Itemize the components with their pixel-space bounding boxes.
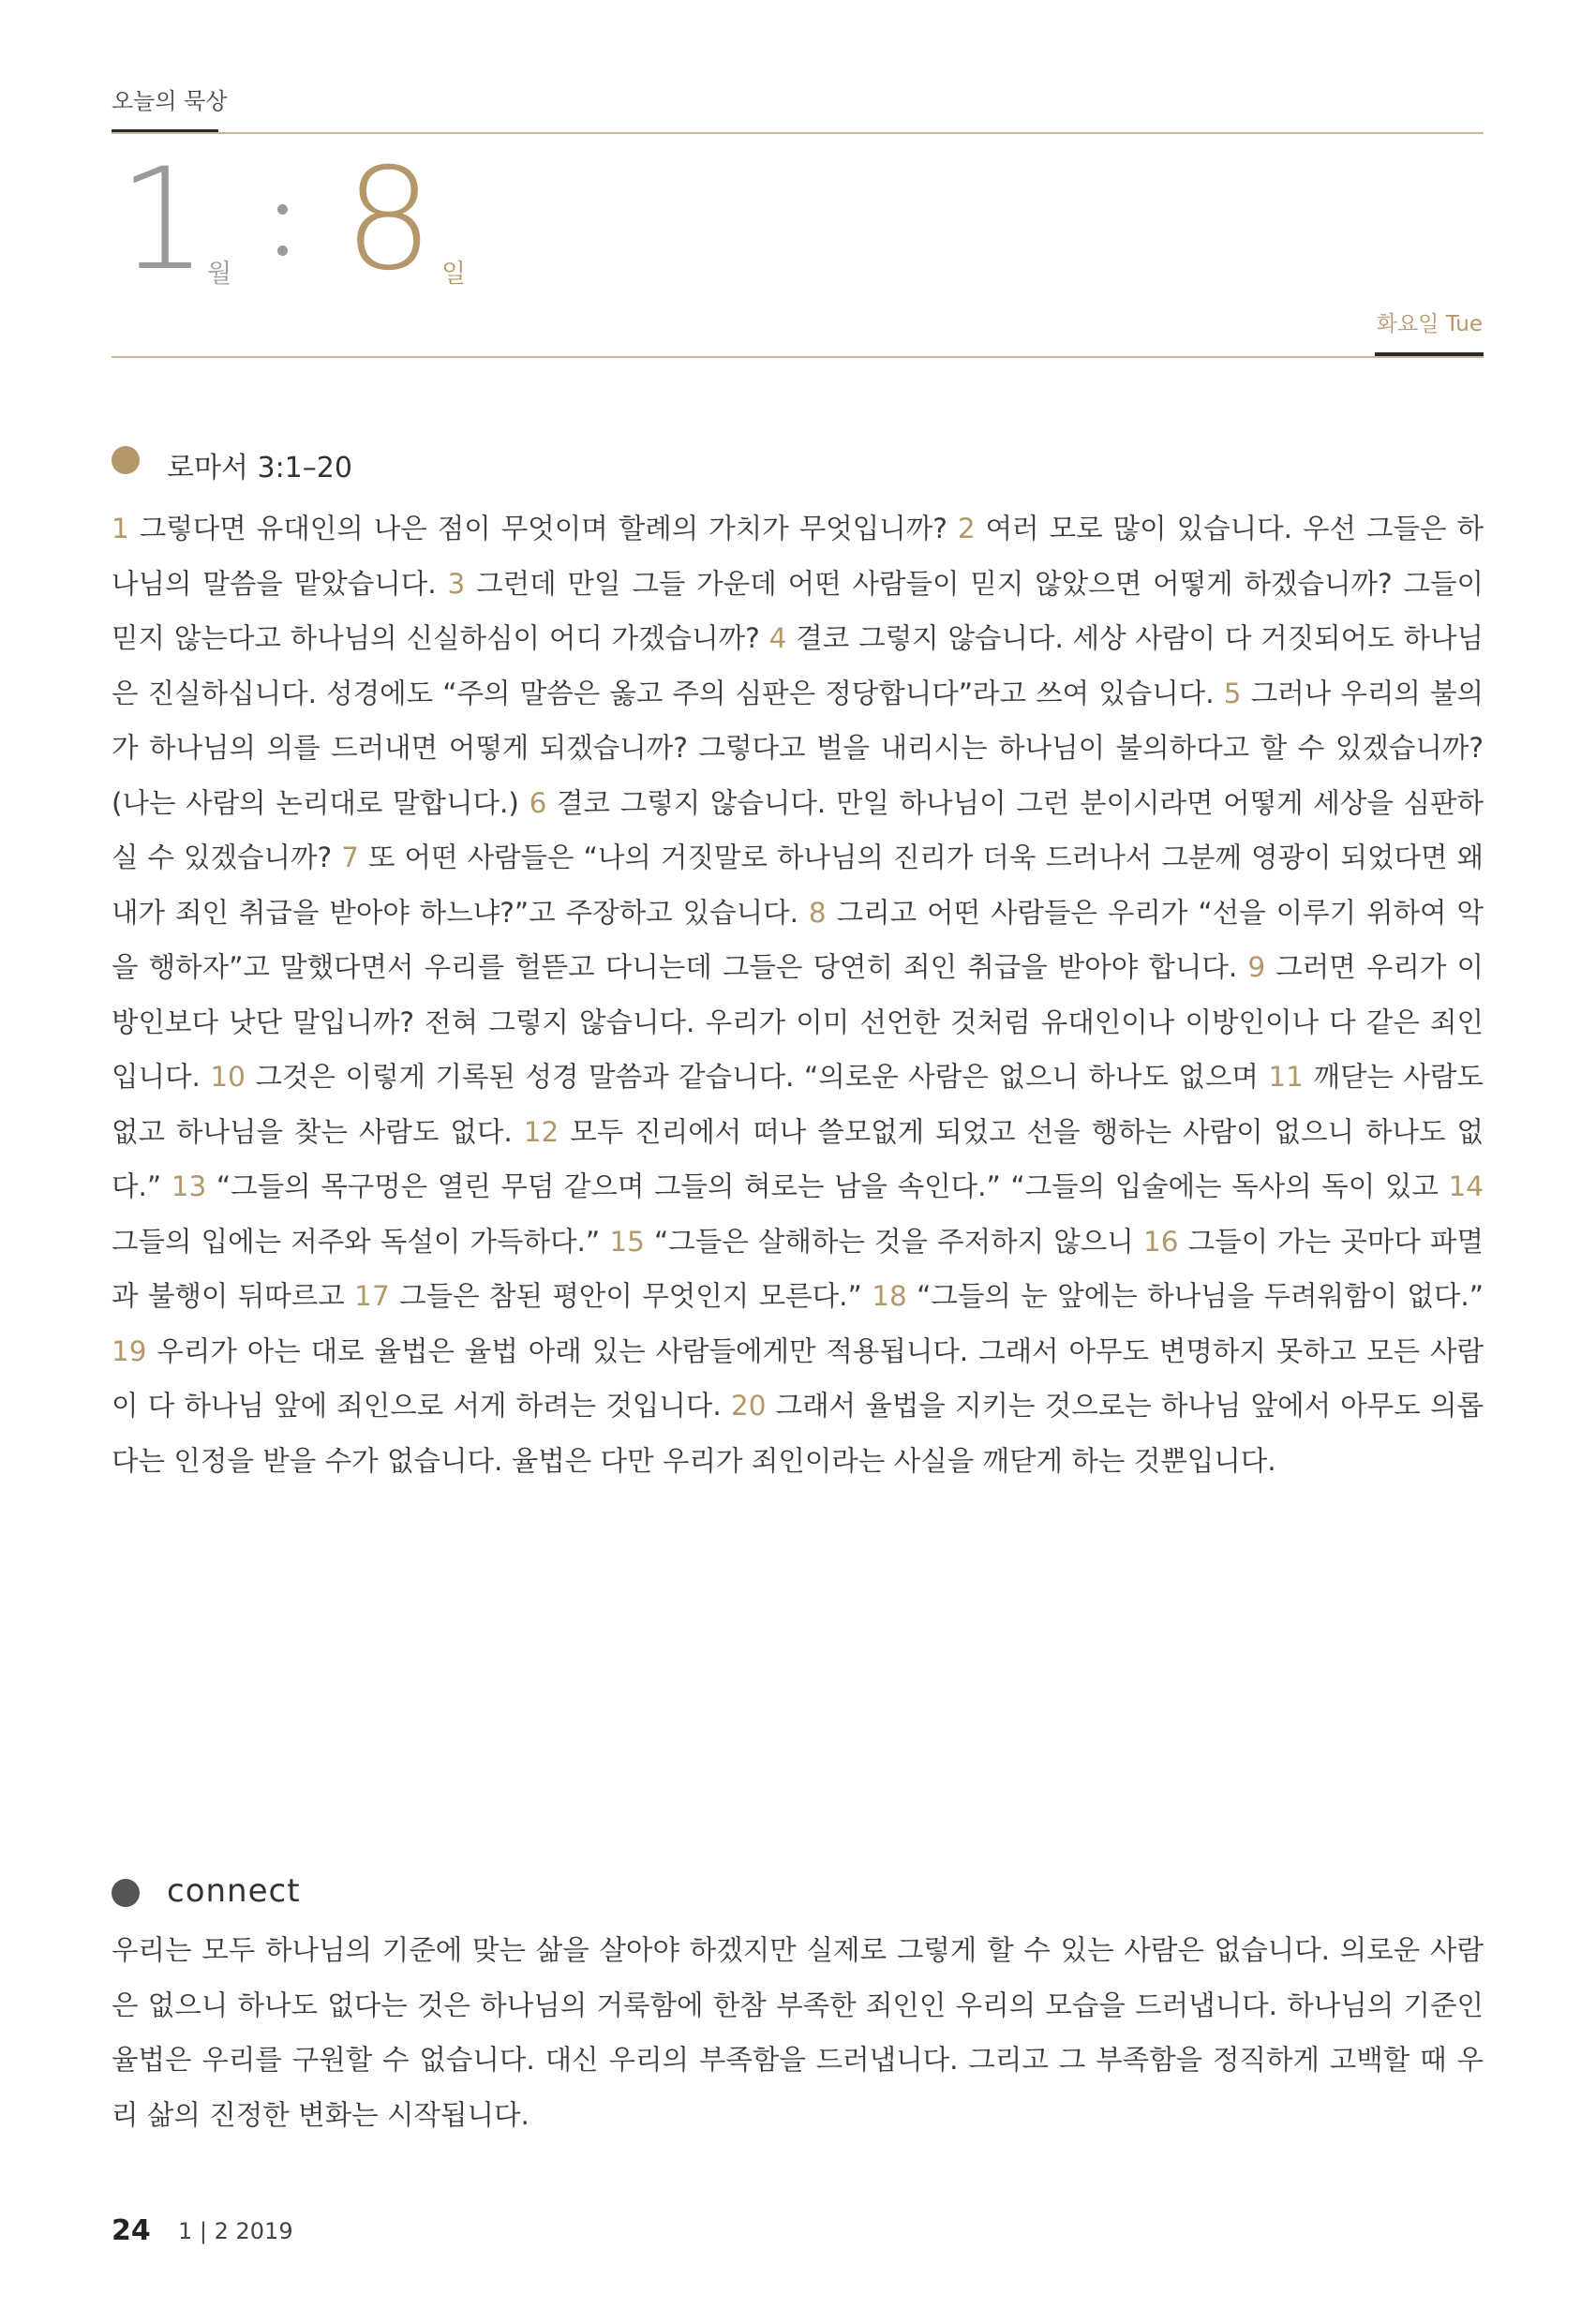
- month-number: 1: [118, 139, 208, 302]
- date-colon-dot-bottom: [277, 246, 288, 256]
- verse-number: 2: [957, 513, 976, 544]
- verse-text: “그들은 살해하는 것을 주저하지 않으니: [644, 1225, 1143, 1258]
- verse-number: 13: [171, 1170, 207, 1202]
- verse-text: 그렇다면 유대인의 나은 점이 무엇이며 할례의 가치가 무엇입니까?: [128, 513, 958, 544]
- verse-text: 우리가 아는 대로 율법은 율법 아래 있는 사람들에게만 적용됩니다. 그래서 아무도 변명하지 못하고 모든 사람이 다 하나님 앞에 죄인으로 서게 하려는 것입니다.: [112, 1334, 1484, 1422]
- verse-number: 15: [609, 1225, 645, 1258]
- month-unit: 월: [207, 260, 232, 289]
- issue-label: 1 | 2 2019: [178, 2218, 293, 2244]
- verse-number: 4: [768, 622, 787, 654]
- verse-text: 그러면 우리가 이방인보다 낫단 말입니까? 전혀 그렇지 않습니다. 우리가 이미 선언한 것처럼 유대인이나 이방인이나 다 같은 죄인입니다.: [112, 951, 1484, 1093]
- passage-reference: 로마서 3:1–20: [167, 452, 352, 484]
- verse-text: 그들의 입에는 저주와 독설이 가득하다.”: [112, 1225, 610, 1258]
- verse-number: 5: [1223, 677, 1242, 709]
- top-divider: [112, 132, 1484, 134]
- verse-text: 그러나 우리의 불의가 하나님의 의를 드러내면 어떻게 되겠습니까? 그렇다고 벌을 내리시는 하나님이 불의하다고 할 수 있겠습니까? (나는 사람의 논리대로 말합니다.): [112, 677, 1484, 819]
- connect-title: connect: [167, 1872, 301, 1910]
- verse-number: 7: [341, 842, 359, 873]
- verse-text: 그것은 이렇게 기록된 성경 말씀과 같습니다. “의로운 사람은 없으니 하나도 없으며: [245, 1061, 1269, 1093]
- passage-bullet-icon: [112, 446, 140, 474]
- verse-text: 깨닫는 사람도 없고 하나님을 찾는 사람도 없다.: [112, 1061, 1484, 1148]
- verse-text: 그리고 어떤 사람들은 우리가 “선을 이루기 위하여 악을 행하자”고 말했다면서 우리를 헐뜯고 다니는데 그들은 당연히 죄인 취급을 받아야 합니다.: [112, 896, 1484, 983]
- verse-text: “그들의 목구멍은 열린 무덤 같으며 그들의 혀로는 남을 속인다.” “그들의 입술에는 독사의 독이 있고: [206, 1170, 1449, 1202]
- verse-text: 모두 진리에서 떠나 쓸모없게 되었고 선을 행하는 사람이 없으니 하나도 없다.”: [112, 1115, 1484, 1202]
- verse-number: 11: [1268, 1061, 1304, 1093]
- verse-text: 결코 그렇지 않습니다. 세상 사람이 다 거짓되어도 하나님은 진실하십니다. 성경에도 “주의 말씀은 옳고 주의 심판은 정당합니다”라고 쓰여 있습니다.: [112, 622, 1484, 709]
- verse-text: 또 어떤 사람들은 “나의 거짓말로 하나님의 진리가 더욱 드러나서 그분께 영광이 되었다면 왜 내가 죄인 취급을 받아야 하느냐?”고 주장하고 있습니다.: [112, 842, 1484, 929]
- date-colon-dot-top: [277, 204, 288, 215]
- verse-text: 그런데 만일 그들 가운데 어떤 사람들이 믿지 않았으면 어떻게 하겠습니까? 그들이 믿지 않는다고 하나님의 신실하심이 어디 가겠습니까?: [112, 567, 1484, 654]
- verse-number: 10: [210, 1061, 246, 1093]
- connect-bullet-icon: [112, 1879, 140, 1907]
- verse-number: 3: [447, 567, 466, 600]
- page-number: 24: [112, 2214, 151, 2247]
- verse-text: 그들이 가는 곳마다 파멸과 불행이 뒤따르고: [112, 1225, 1484, 1312]
- verse-number: 16: [1142, 1225, 1179, 1258]
- verse-number: 14: [1448, 1170, 1484, 1202]
- verse-number: 17: [354, 1280, 390, 1312]
- date-divider: [112, 356, 1484, 358]
- section-label: 오늘의 묵상: [112, 88, 228, 114]
- verse-number: 8: [808, 896, 827, 929]
- connect-body: 우리는 모두 하나님의 기준에 맞는 삶을 살아야 하겠지만 실제로 그렇게 할 수 있는 사람은 없습니다. 의로운 사람은 없으니 하나도 없다는 것은 하나님의 거룩함에 한참 부족한 죄인인 우리의 모습을 드러냅니다. 하나님의 기준인 율법은 우리를 구원할 수 없습니다. 대신 우리의 부족함을 드러냅니다. 그리고 그 부족함을 정직하게 고백할 때 우리 삶의 진정한 변화는 시작됩니다.: [112, 1934, 1484, 2131]
- verse-number: 18: [872, 1280, 907, 1312]
- verse-text: 그래서 율법을 지키는 것으로는 하나님 앞에서 아무도 의롭다는 인정을 받을 수가 없습니다. 율법은 다만 우리가 죄인이라는 사실을 깨닫게 하는 것뿐입니다.: [112, 1390, 1484, 1477]
- verse-number: 1: [112, 513, 129, 544]
- verse-number: 19: [112, 1334, 147, 1367]
- verse-number: 6: [529, 786, 547, 819]
- verse-text: 여러 모로 많이 있습니다. 우선 그들은 하나님의 말씀을 맡았습니다.: [112, 513, 1484, 600]
- scripture-text: [112, 501, 1484, 1488]
- verse-text: “그들의 눈 앞에는 하나님을 두려워함이 없다.”: [906, 1280, 1484, 1312]
- verse-number: 20: [730, 1390, 767, 1422]
- verse-text: 결코 그렇지 않습니다. 만일 하나님이 그런 분이시라면 어떻게 세상을 심판하실 수 있겠습니까?: [112, 786, 1484, 873]
- weekday-label: 화요일 Tue: [1376, 312, 1483, 336]
- verse-number: 9: [1247, 951, 1266, 983]
- day-number: 8: [344, 139, 434, 302]
- day-unit: 일: [441, 260, 467, 289]
- verse-text: 그들은 참된 평안이 무엇인지 모른다.”: [389, 1280, 873, 1312]
- verse-number: 12: [523, 1115, 559, 1148]
